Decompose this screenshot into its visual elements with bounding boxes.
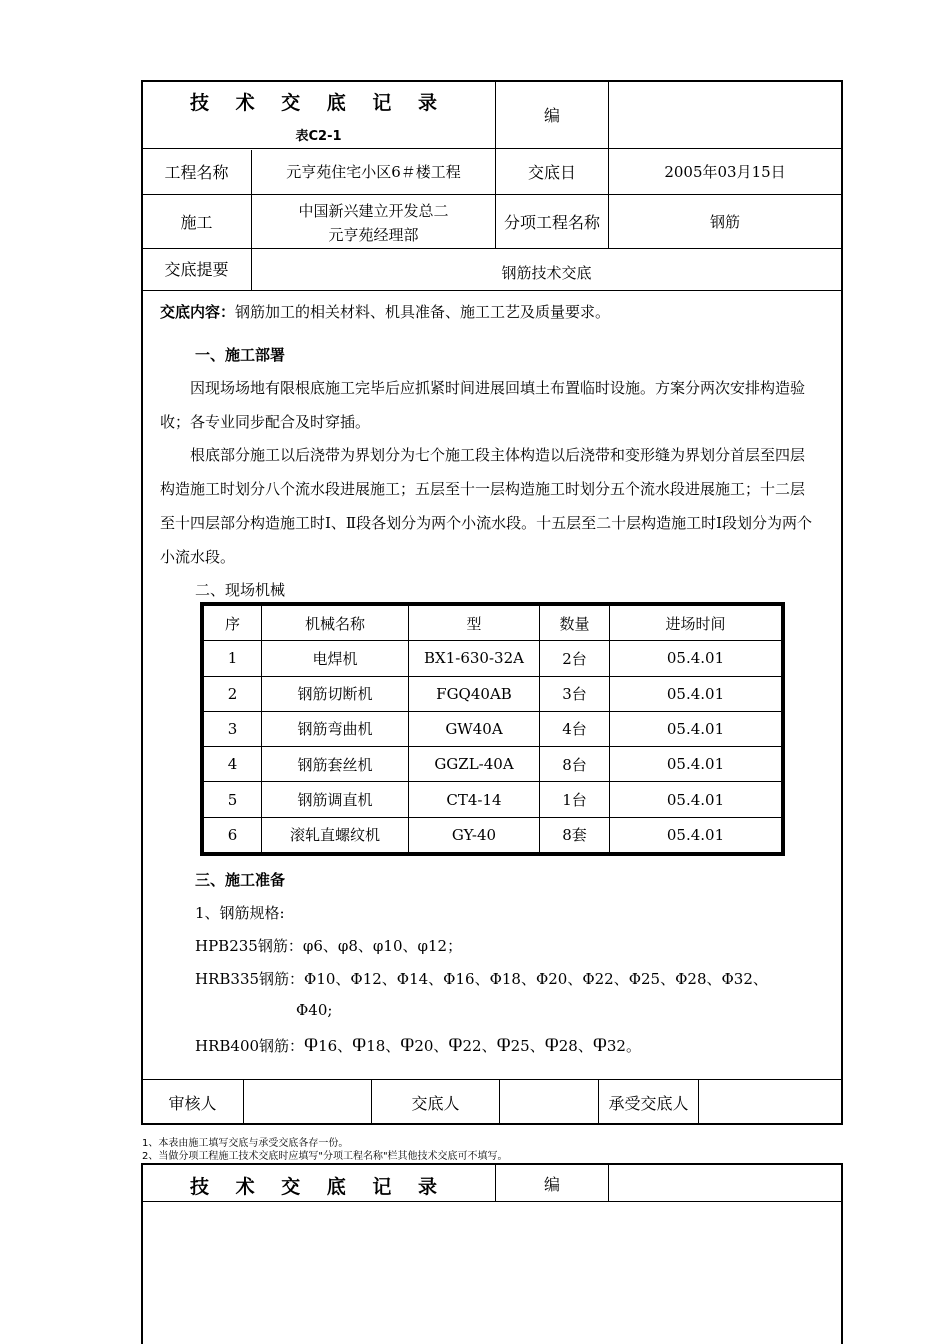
table-cell: 05.4.01 <box>610 676 782 711</box>
rule-after-summary <box>142 290 842 291</box>
rebar-spec-title: 1、钢筋规格: <box>195 904 285 922</box>
table-row <box>204 641 782 676</box>
summary-value[interactable]: 钢筋技术交底 <box>501 264 592 282</box>
date-value[interactable]: 2005年03月15日 <box>664 163 786 181</box>
next-page-rule <box>142 1201 842 1202</box>
table-row <box>204 711 782 746</box>
table-cell: GW40A <box>409 711 540 746</box>
next-page-bian-label: 编 <box>543 1174 560 1194</box>
project-name-label: 工程名称 <box>164 163 229 182</box>
table-cell: 3 <box>204 711 262 746</box>
table-cell: 8套 <box>540 817 610 852</box>
discloser-field[interactable] <box>500 1080 598 1124</box>
table-row <box>204 747 782 782</box>
section1-paragraph2: 根底部分施工以后浇带为界划分为七个施工段主体构造以后浇带和变形缝为界划分首层至四层构造施工时划分八个流水段进展施工；五层至十一层构造施工时划分五个流水段进展施工；十二层至十四层部分构造施工时Ⅰ、Ⅱ段各划分为两个小流水段。十五层至二十层构造施工时Ⅰ段划分为两个小流水段。 <box>160 446 813 566</box>
footnote-1: 1、本表由施工填写交底与承受交底各存一份。 <box>142 1138 349 1149</box>
section2-title: 二、现场机械 <box>195 581 286 599</box>
table-row <box>204 676 782 711</box>
table-cell: 滚轧直螺纹机 <box>262 817 409 852</box>
table-cell: 05.4.01 <box>610 747 782 782</box>
header-cell: 数量 <box>540 606 610 641</box>
intro-text: 钢筋加工的相关材料、机具准备、施工工艺及质量要求。 <box>235 303 611 321</box>
table-cell: 钢筋调直机 <box>262 782 409 817</box>
table-cell: 1台 <box>540 782 610 817</box>
discloser-label: 交底人 <box>411 1093 460 1113</box>
section3-title: 三、施工准备 <box>195 871 286 889</box>
date-label: 交底日 <box>527 163 576 182</box>
table-cell: 05.4.01 <box>610 711 782 746</box>
table-cell: 5 <box>204 782 262 817</box>
table-cell: 2台 <box>540 641 610 676</box>
hrb335-spec-line2: Φ40; <box>296 1001 333 1019</box>
hrb335-spec-line1: HRB335钢筋：Φ10、Φ12、Φ14、Φ16、Φ18、Φ20、Φ22、Φ25、Φ28、Φ32、 <box>195 970 768 988</box>
table-cell: 1 <box>204 641 262 676</box>
construction-unit-line1[interactable]: 中国新兴建立开发总二 <box>298 202 449 220</box>
intro-label: 交底内容： <box>160 303 236 321</box>
table-cell: FGQ40AB <box>409 676 540 711</box>
construction-label: 施工 <box>180 213 213 232</box>
receiver-field[interactable] <box>699 1080 841 1124</box>
reviewer-field[interactable] <box>244 1080 371 1124</box>
subitem-value[interactable]: 钢筋 <box>709 213 740 231</box>
header-cell: 机械名称 <box>262 606 409 641</box>
footnote-2: 2、当做分项工程施工技术交底时应填写"分项工程名称"栏其他技术交底可不填写。 <box>142 1151 508 1162</box>
table-row <box>204 782 782 817</box>
header-cell: 进场时间 <box>610 606 782 641</box>
table-cell: BX1-630-32A <box>409 641 540 676</box>
table-cell: 8台 <box>540 747 610 782</box>
section1-paragraph1: 因现场场地有限根底施工完毕后应抓紧时间进展回填土布置临时设施。方案分两次安排构造验收；各专业同步配合及时穿插。 <box>160 379 806 431</box>
header-cell: 型 <box>409 606 540 641</box>
table-cell: 05.4.01 <box>610 641 782 676</box>
bian-label: 编 <box>543 106 560 125</box>
next-page-col-rule-2 <box>608 1165 609 1201</box>
table-row <box>204 817 782 852</box>
form-title: 技 术 交 底 记 录 <box>189 92 448 114</box>
table-cell: 2 <box>204 676 262 711</box>
table-cell: GGZL-40A <box>409 747 540 782</box>
table-cell: 6 <box>204 817 262 852</box>
table-cell: CT4-14 <box>409 782 540 817</box>
summary-label: 交底提要 <box>164 259 229 279</box>
construction-unit-line2[interactable]: 元亨苑经理部 <box>328 226 419 244</box>
table-cell: 钢筋弯曲机 <box>262 711 409 746</box>
hrb400-spec: HRB400钢筋：Ⴔ16、Ⴔ18、Ⴔ20、Ⴔ22、Ⴔ25、Ⴔ28、Ⴔ32。 <box>195 1037 641 1055</box>
table-cell: 05.4.01 <box>610 817 782 852</box>
table-cell: 钢筋切断机 <box>262 676 409 711</box>
project-name-value[interactable]: 元亨苑住宅小区6＃楼工程 <box>286 163 461 181</box>
intro-line <box>160 301 820 322</box>
section1-title: 一、施工部署 <box>195 346 286 364</box>
bian-value[interactable] <box>609 81 841 148</box>
table-cell: 3台 <box>540 676 610 711</box>
table-cell: 钢筋套丝机 <box>262 747 409 782</box>
machinery-table <box>200 602 785 856</box>
table-cell: 4台 <box>540 711 610 746</box>
reviewer-label: 审核人 <box>168 1093 217 1113</box>
header-cell: 序 <box>204 606 262 641</box>
hpb235-spec: HPB235钢筋：φ6、φ8、φ10、φ12； <box>195 937 463 955</box>
receiver-label: 承受交底人 <box>608 1093 689 1113</box>
table-cell: GY-40 <box>409 817 540 852</box>
form-code: 表C2-1 <box>295 129 342 144</box>
machinery-header-row <box>204 606 782 641</box>
subitem-label: 分项工程名称 <box>503 213 600 232</box>
table-cell: 05.4.01 <box>610 782 782 817</box>
table-cell: 4 <box>204 747 262 782</box>
next-page-title: 技 术 交 底 记 录 <box>189 1176 448 1198</box>
table-cell: 电焊机 <box>262 641 409 676</box>
